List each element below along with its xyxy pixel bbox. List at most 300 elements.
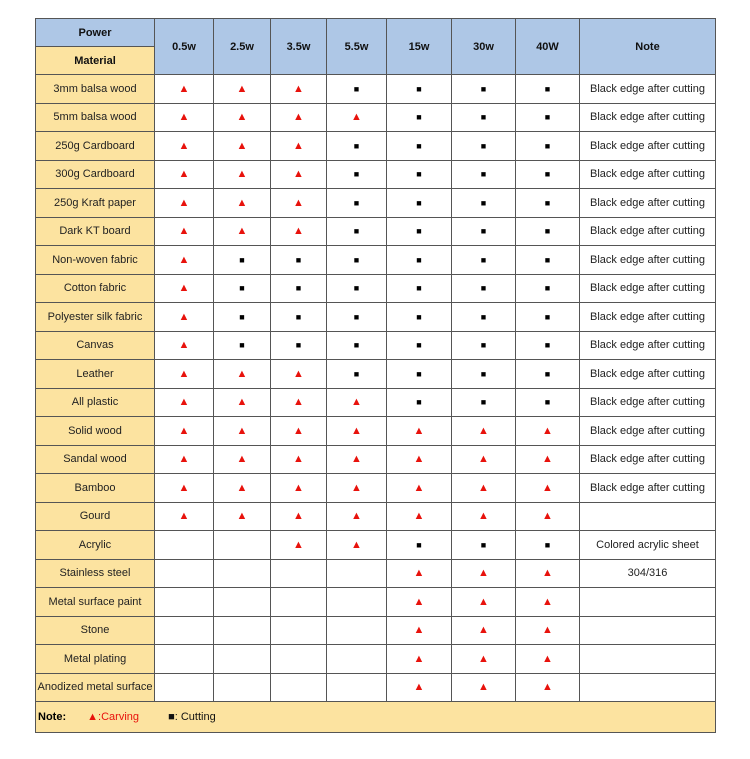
carving-icon: ▲ <box>293 481 304 494</box>
carving-icon: ▲ <box>413 624 425 637</box>
power-cell <box>516 303 580 332</box>
cutting-icon: ■ <box>416 539 422 550</box>
carving-icon: ▲ <box>236 196 248 209</box>
power-cell <box>516 189 580 218</box>
carving-icon: ▲ <box>413 481 425 494</box>
power-cell <box>214 103 271 132</box>
power-cell <box>155 417 214 446</box>
material-cell: Stainless steel <box>36 559 155 588</box>
table-row <box>36 388 716 417</box>
power-cell <box>516 132 580 161</box>
carving-icon: ▲ <box>542 624 553 637</box>
carving-icon: ▲ <box>413 595 425 608</box>
power-cell <box>452 531 516 560</box>
cutting-icon: ■ <box>416 397 422 408</box>
power-cell <box>271 645 327 674</box>
carving-icon: ▲ <box>478 624 489 637</box>
material-cell: Leather <box>36 360 155 389</box>
power-cell <box>271 673 327 702</box>
carving-icon: ▲ <box>351 424 362 437</box>
power-cell <box>452 75 516 104</box>
cutting-icon: ■ <box>295 254 302 265</box>
carving-icon: ▲ <box>293 367 304 380</box>
power-cell <box>327 616 387 645</box>
power-cell <box>214 246 271 275</box>
cutting-icon: ■ <box>480 539 487 550</box>
power-cell <box>327 388 387 417</box>
power-cell <box>516 360 580 389</box>
cutting-icon: ■ <box>353 368 360 379</box>
cutting-icon: ■ <box>480 340 487 351</box>
power-cell <box>271 246 327 275</box>
power-cell <box>387 75 452 104</box>
table-row <box>36 103 716 132</box>
power-cell <box>271 616 327 645</box>
power-cell <box>516 388 580 417</box>
cutting-icon: ■ <box>295 283 302 294</box>
power-cell <box>516 616 580 645</box>
cutting-icon: ■ <box>353 140 360 151</box>
power-cell <box>327 531 387 560</box>
legend-note-label: Note: <box>38 711 67 723</box>
table-row <box>36 331 716 360</box>
carving-icon: ▲ <box>542 481 553 494</box>
carving-icon: ▲ <box>236 168 248 181</box>
carving-icon: ▲ <box>542 510 553 523</box>
table-row <box>36 673 716 702</box>
cutting-icon: ■ <box>353 283 360 294</box>
power-cell <box>387 388 452 417</box>
carving-icon: ▲ <box>413 424 425 437</box>
carving-icon: ▲ <box>178 396 190 409</box>
power-cell <box>452 616 516 645</box>
cutting-icon: ■ <box>544 539 551 550</box>
power-cell <box>214 531 271 560</box>
carving-icon: ▲ <box>293 111 304 124</box>
material-cell: Stone <box>36 616 155 645</box>
power-cell <box>516 559 580 588</box>
cutting-icon: ■ <box>544 197 551 208</box>
power-cell <box>387 217 452 246</box>
power-cell <box>271 474 327 503</box>
power-cell <box>214 616 271 645</box>
carving-icon: ▲ <box>478 681 489 694</box>
power-cell <box>327 132 387 161</box>
power-cell <box>387 303 452 332</box>
power-cell <box>452 673 516 702</box>
power-cell <box>387 474 452 503</box>
carving-icon: ▲ <box>478 567 489 580</box>
carving-icon: ▲ <box>178 225 190 238</box>
power-cell <box>327 217 387 246</box>
carving-icon: ▲ <box>542 595 553 608</box>
note-cell: Black edge after cutting <box>580 445 716 474</box>
power-cell <box>452 160 516 189</box>
table-row <box>36 645 716 674</box>
power-cell <box>214 559 271 588</box>
power-cell <box>271 75 327 104</box>
note-cell: Black edge after cutting <box>580 474 716 503</box>
power-cell <box>214 502 271 531</box>
power-cell <box>155 246 214 275</box>
power-cell <box>516 160 580 189</box>
cutting-icon: ■ <box>239 254 245 265</box>
power-cell <box>452 189 516 218</box>
power-cell <box>214 645 271 674</box>
power-cell <box>214 360 271 389</box>
power-cell <box>452 559 516 588</box>
power-cell <box>516 75 580 104</box>
note-cell: Black edge after cutting <box>580 189 716 218</box>
cutting-icon: ■ <box>353 254 360 265</box>
power-cell <box>387 616 452 645</box>
carving-icon: ▲ <box>293 396 304 409</box>
power-cell <box>155 559 214 588</box>
power-cell <box>327 445 387 474</box>
carving-icon: ▲ <box>542 681 553 694</box>
cutting-icon: ■ <box>239 340 245 351</box>
note-cell: Black edge after cutting <box>580 274 716 303</box>
power-cell <box>387 559 452 588</box>
cutting-icon: ■ <box>480 368 487 379</box>
cutting-icon: ■ <box>416 254 422 265</box>
power-cell <box>452 502 516 531</box>
material-cell: 250g Cardboard <box>36 132 155 161</box>
carving-icon: ▲ <box>478 652 489 665</box>
carving-icon: ▲ <box>293 139 304 152</box>
carving-icon: ▲ <box>413 567 425 580</box>
carving-icon: ▲ <box>178 139 190 152</box>
cutting-icon: ■ <box>416 197 422 208</box>
table-row <box>36 417 716 446</box>
cutting-icon: ■ <box>544 169 551 180</box>
table-row <box>36 160 716 189</box>
carving-icon: ▲ <box>478 424 489 437</box>
power-cell <box>271 531 327 560</box>
power-cell <box>214 303 271 332</box>
power-cell <box>155 75 214 104</box>
power-cell <box>155 388 214 417</box>
cutting-icon: ■ <box>239 311 245 322</box>
table-row <box>36 360 716 389</box>
carving-icon: ▲ <box>413 681 425 694</box>
carving-icon: ▲ <box>236 510 248 523</box>
carving-icon: ▲ <box>236 424 248 437</box>
note-cell: Black edge after cutting <box>580 217 716 246</box>
cutting-icon: ■ <box>480 140 487 151</box>
carving-icon: ▲ <box>478 510 489 523</box>
cutting-icon: ■ <box>544 112 551 123</box>
power-cell <box>452 588 516 617</box>
note-cell: Black edge after cutting <box>580 75 716 104</box>
power-cell <box>516 445 580 474</box>
power-cell <box>214 160 271 189</box>
material-cell: Solid wood <box>36 417 155 446</box>
table-row <box>36 588 716 617</box>
power-cell <box>155 502 214 531</box>
power-cell <box>155 474 214 503</box>
power-cell <box>516 474 580 503</box>
power-cell <box>327 645 387 674</box>
power-cell <box>387 673 452 702</box>
table-row <box>36 303 716 332</box>
power-cell <box>516 502 580 531</box>
carving-icon: ▲ <box>236 139 248 152</box>
note-cell: Black edge after cutting <box>580 132 716 161</box>
power-cell <box>271 160 327 189</box>
carving-icon: ▲ <box>542 652 553 665</box>
carving-icon: ▲ <box>178 196 190 209</box>
power-cell <box>452 645 516 674</box>
power-cell <box>214 474 271 503</box>
col-header-4: 15w <box>387 19 452 75</box>
col-header-0: 0.5w <box>155 19 214 75</box>
material-cell: Gourd <box>36 502 155 531</box>
carving-icon: ▲ <box>542 453 553 466</box>
carving-icon: ▲ <box>178 310 190 323</box>
power-cell <box>387 246 452 275</box>
power-cell <box>387 360 452 389</box>
note-cell <box>580 502 716 531</box>
power-cell <box>327 160 387 189</box>
power-cell <box>155 673 214 702</box>
power-cell <box>387 531 452 560</box>
power-cell <box>155 274 214 303</box>
carving-icon: ▲ <box>351 510 362 523</box>
power-cell <box>214 388 271 417</box>
cutting-icon: ■ <box>544 83 551 94</box>
cutting-icon: ■ <box>353 340 360 351</box>
cutting-icon: ■ <box>480 112 487 123</box>
power-cell <box>516 103 580 132</box>
material-cell: Sandal wood <box>36 445 155 474</box>
table-row <box>36 75 716 104</box>
note-header: Note <box>580 19 716 75</box>
power-cell <box>271 502 327 531</box>
power-cell <box>452 474 516 503</box>
power-cell <box>155 445 214 474</box>
carving-icon: ▲ <box>178 367 190 380</box>
power-cell <box>452 246 516 275</box>
power-cell <box>214 673 271 702</box>
carving-icon: ▲ <box>236 111 248 124</box>
carving-icon: ▲ <box>413 510 425 523</box>
power-cell <box>387 502 452 531</box>
note-cell: Black edge after cutting <box>580 417 716 446</box>
cutting-icon: ■ <box>480 83 487 94</box>
power-cell <box>387 189 452 218</box>
note-cell: Black edge after cutting <box>580 360 716 389</box>
legend-row <box>36 702 716 733</box>
cutting-icon: ■ <box>416 340 422 351</box>
note-cell <box>580 673 716 702</box>
note-cell: 304/316 <box>580 559 716 588</box>
table-row <box>36 274 716 303</box>
power-cell <box>452 303 516 332</box>
col-header-1: 2.5w <box>214 19 271 75</box>
power-cell <box>327 246 387 275</box>
cutting-icon: ■ <box>416 368 422 379</box>
cutting-icon: ■ <box>239 283 245 294</box>
power-cell <box>516 274 580 303</box>
carving-icon: ▲ <box>478 595 489 608</box>
power-cell <box>327 502 387 531</box>
material-cell: All plastic <box>36 388 155 417</box>
carving-icon: ▲ <box>413 453 425 466</box>
cutting-icon: ■ <box>480 169 487 180</box>
power-cell <box>271 103 327 132</box>
power-cell <box>155 645 214 674</box>
carving-icon: ▲ <box>178 339 190 352</box>
power-cell <box>452 417 516 446</box>
power-cell <box>155 189 214 218</box>
power-cell <box>327 673 387 702</box>
carving-icon: ▲ <box>236 82 248 95</box>
power-cell <box>327 588 387 617</box>
power-cell <box>155 588 214 617</box>
power-cell <box>387 160 452 189</box>
power-cell <box>516 331 580 360</box>
power-cell <box>452 360 516 389</box>
col-header-5: 30w <box>452 19 516 75</box>
power-cell <box>452 274 516 303</box>
material-cell: Dark KT board <box>36 217 155 246</box>
cutting-icon: ■ <box>544 368 551 379</box>
note-cell: Black edge after cutting <box>580 103 716 132</box>
material-cell: Anodized metal surface <box>36 673 155 702</box>
cutting-icon: ■ <box>544 340 551 351</box>
power-cell <box>214 331 271 360</box>
table-row <box>36 616 716 645</box>
carving-icon: ▲ <box>178 82 190 95</box>
carving-icon: ▲ <box>293 225 304 238</box>
carving-icon: ▲ <box>178 111 190 124</box>
note-cell <box>580 645 716 674</box>
material-cell: Polyester silk fabric <box>36 303 155 332</box>
note-cell <box>580 616 716 645</box>
carving-icon: ▲ <box>236 453 248 466</box>
power-cell <box>516 645 580 674</box>
carving-icon: ▲ <box>293 196 304 209</box>
cutting-icon: ■ <box>416 226 422 237</box>
col-header-2: 3.5w <box>271 19 327 75</box>
power-cell <box>516 531 580 560</box>
carving-icon: ▲ <box>178 282 190 295</box>
power-cell <box>155 303 214 332</box>
cutting-icon: ■ <box>416 83 422 94</box>
cutting-icon: ■ <box>480 226 487 237</box>
cutting-icon: ■ <box>353 226 360 237</box>
power-cell <box>327 303 387 332</box>
power-cell <box>271 274 327 303</box>
power-cell <box>271 217 327 246</box>
power-cell <box>327 417 387 446</box>
carving-icon: ▲ <box>413 652 425 665</box>
power-cell <box>327 559 387 588</box>
carving-icon: ▲ <box>178 481 190 494</box>
cutting-icon: ■ <box>480 283 487 294</box>
table-row <box>36 246 716 275</box>
power-cell <box>516 246 580 275</box>
carving-icon: ▲ <box>178 510 190 523</box>
carving-icon: ▲ <box>178 453 190 466</box>
cutting-icon: ■ <box>480 197 487 208</box>
power-cell <box>271 417 327 446</box>
cutting-icon: ■ <box>544 311 551 322</box>
cutting-icon: ■ <box>416 140 422 151</box>
material-cell: 300g Cardboard <box>36 160 155 189</box>
cutting-icon: ■ <box>353 197 360 208</box>
carving-icon: ▲ <box>293 82 304 95</box>
power-cell <box>452 217 516 246</box>
carving-icon: ▲ <box>478 453 489 466</box>
power-cell <box>271 559 327 588</box>
carving-icon: ▲ <box>178 168 190 181</box>
note-cell: Black edge after cutting <box>580 388 716 417</box>
power-cell <box>155 616 214 645</box>
power-cell <box>271 303 327 332</box>
power-cell <box>214 132 271 161</box>
power-cell <box>327 360 387 389</box>
note-cell: Black edge after cutting <box>580 331 716 360</box>
carving-icon: ▲ <box>351 481 362 494</box>
power-cell <box>271 331 327 360</box>
table-row <box>36 132 716 161</box>
table-row <box>36 559 716 588</box>
power-cell <box>214 75 271 104</box>
col-header-3: 5.5w <box>327 19 387 75</box>
material-header: Material <box>36 47 155 75</box>
legend <box>36 702 716 733</box>
power-cell <box>327 103 387 132</box>
power-cell <box>327 274 387 303</box>
cutting-icon: ■ <box>353 83 360 94</box>
power-cell <box>387 274 452 303</box>
carving-icon: ▲ <box>293 168 304 181</box>
carving-icon: ▲ <box>178 253 190 266</box>
carving-icon: ▲ <box>293 538 304 551</box>
carving-icon: ▲ <box>178 424 190 437</box>
material-cell: 3mm balsa wood <box>36 75 155 104</box>
cutting-icon: ■ <box>544 226 551 237</box>
cutting-icon: ■ <box>544 397 551 408</box>
carving-icon: ▲ <box>478 481 489 494</box>
power-cell <box>271 189 327 218</box>
material-power-table <box>35 18 716 733</box>
carving-icon: ▲ <box>351 538 362 551</box>
power-cell <box>155 160 214 189</box>
col-header-6: 40W <box>516 19 580 75</box>
cutting-icon: ■ <box>544 254 551 265</box>
table-row <box>36 189 716 218</box>
power-cell <box>516 588 580 617</box>
power-cell <box>214 417 271 446</box>
note-cell: Black edge after cutting <box>580 160 716 189</box>
cutting-icon: ■ <box>353 311 360 322</box>
power-cell <box>387 417 452 446</box>
cutting-icon: ■ <box>544 140 551 151</box>
table-body <box>36 75 716 702</box>
table-row <box>36 217 716 246</box>
power-cell <box>387 588 452 617</box>
cutting-icon: ■ <box>416 112 422 123</box>
power-cell <box>387 445 452 474</box>
table-row <box>36 474 716 503</box>
power-cell <box>271 132 327 161</box>
note-cell: Colored acrylic sheet <box>580 531 716 560</box>
carving-icon: ▲ <box>351 396 362 409</box>
table-row <box>36 502 716 531</box>
